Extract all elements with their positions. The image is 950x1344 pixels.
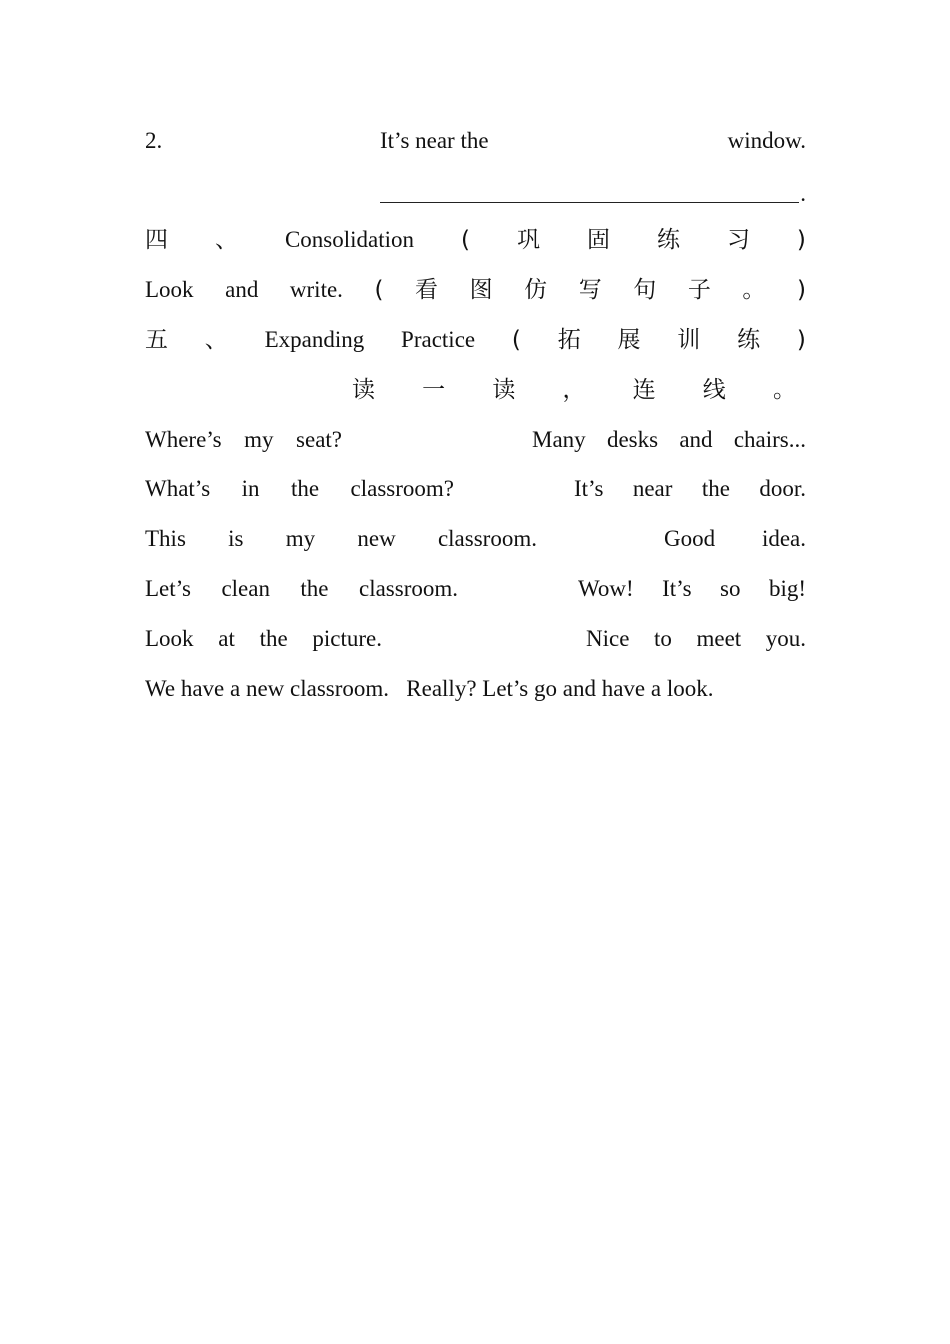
answer-period: . <box>800 181 806 206</box>
word: the <box>290 476 320 501</box>
instruction-cn-char: 线 <box>702 377 726 403</box>
section-5-instruction <box>352 372 796 408</box>
section-5-title-cn-1: 拓 <box>557 327 581 353</box>
word: Wow! <box>578 576 634 601</box>
word: door. <box>759 476 806 501</box>
word: idea. <box>761 526 806 551</box>
instruction-cn-char: 读 <box>492 377 516 403</box>
word: at <box>218 626 235 651</box>
word: near <box>632 476 673 501</box>
match-right[interactable] <box>578 571 806 607</box>
matching-row <box>145 571 806 607</box>
word: and <box>679 427 713 452</box>
instruction-cn-char: 一 <box>422 377 446 403</box>
instruction-cn-char: 看 <box>415 277 439 303</box>
match-right[interactable] <box>532 422 806 458</box>
instruction-open-paren: ( <box>374 277 384 303</box>
answer-underline <box>380 202 799 203</box>
section-5-title-cn-4: 练 <box>737 327 761 353</box>
word: the <box>701 476 730 501</box>
section-5-numeral: 五 <box>145 327 168 353</box>
section-4-title-cn-4: 习 <box>726 227 750 253</box>
item-2-text-a: It’s near the <box>380 128 489 153</box>
instruction-cn-char: 写 <box>578 277 602 303</box>
word: This <box>145 526 186 551</box>
word: so <box>720 576 741 601</box>
section-5-heading <box>145 322 806 358</box>
word: What’s <box>145 476 211 501</box>
instruction-cn-char: 。 <box>772 377 796 403</box>
word: classroom. <box>437 526 537 551</box>
matching-row <box>145 471 806 507</box>
word: classroom? <box>350 476 454 501</box>
word: Good <box>664 526 716 551</box>
word: It’s <box>574 476 604 501</box>
word: desks <box>606 427 659 452</box>
word: Where’s <box>145 427 222 452</box>
word: meet <box>696 626 742 651</box>
match-left[interactable] <box>145 422 342 458</box>
word: Many <box>532 427 586 452</box>
section-5-separator: 、 <box>204 327 228 353</box>
word: Nice <box>586 626 630 651</box>
word: big! <box>768 576 806 601</box>
answer-blank[interactable] <box>380 176 806 212</box>
word: It’s <box>662 576 692 601</box>
instruction-word: and <box>225 277 259 302</box>
section-5-title-cn-2: 展 <box>617 327 641 353</box>
match-left[interactable] <box>145 471 454 507</box>
match-right[interactable] <box>574 471 806 507</box>
instruction-word: write. <box>289 277 343 302</box>
word: to <box>654 626 672 651</box>
word: the <box>300 576 329 601</box>
section-5-open-paren: ( <box>511 327 521 353</box>
word: is <box>228 526 244 551</box>
word: the <box>259 626 288 651</box>
word: chairs... <box>733 427 806 452</box>
instruction-cn-char: 连 <box>632 377 656 403</box>
word: classroom. <box>358 576 458 601</box>
matching-row <box>145 521 806 557</box>
instruction-cn-char: 仿 <box>524 277 548 303</box>
section-5-title-en-2: Practice <box>401 327 476 352</box>
section-4-heading <box>145 222 806 258</box>
instruction-word: Look <box>145 277 194 302</box>
match-right[interactable] <box>664 521 806 557</box>
item-2-text-b: window. <box>727 128 806 153</box>
section-4-numeral: 四 <box>145 227 168 253</box>
instruction-cn-char: 句 <box>633 277 657 303</box>
section-5-close-paren: ) <box>796 327 806 353</box>
instruction-close-paren: ) <box>796 277 806 303</box>
word: my <box>285 526 316 551</box>
match-left[interactable] <box>145 521 537 557</box>
section-4-open-paren: ( <box>461 227 470 253</box>
word: picture. <box>312 626 382 651</box>
section-4-title-en: Consolidation <box>284 227 415 252</box>
instruction-cn-char: ， <box>562 377 586 403</box>
section-5-title-en-1: Expanding <box>264 327 365 352</box>
item-number: 2. <box>145 128 163 153</box>
instruction-cn-char: 读 <box>352 377 375 403</box>
match-left[interactable] <box>145 571 458 607</box>
section-4-title-cn-1: 巩 <box>516 227 540 253</box>
section-4-instruction <box>145 272 806 308</box>
word: seat? <box>296 427 342 452</box>
section-4-close-paren: ) <box>796 227 806 253</box>
instruction-cn-char: 。 <box>742 277 766 303</box>
matching-row <box>145 621 806 657</box>
word: Look <box>145 626 194 651</box>
section-4-title-cn-3: 练 <box>656 227 680 253</box>
match-right[interactable] <box>586 621 806 657</box>
word: you. <box>765 626 806 651</box>
word: clean <box>221 576 270 601</box>
word: new <box>357 526 396 551</box>
matching-last-row: We have a new classroom. Really? Let’s go and have a look. <box>145 676 714 701</box>
instruction-cn-char: 图 <box>469 277 493 303</box>
item-2-line <box>145 123 806 159</box>
match-left[interactable] <box>145 621 382 657</box>
section-4-separator: 、 <box>214 227 238 253</box>
section-5-title-cn-3: 训 <box>677 327 701 353</box>
matching-row <box>145 422 806 458</box>
word: Let’s <box>145 576 191 601</box>
word: in <box>241 476 260 501</box>
word: my <box>244 427 274 452</box>
instruction-cn-char: 子 <box>687 277 711 303</box>
section-4-title-cn-2: 固 <box>586 227 610 253</box>
